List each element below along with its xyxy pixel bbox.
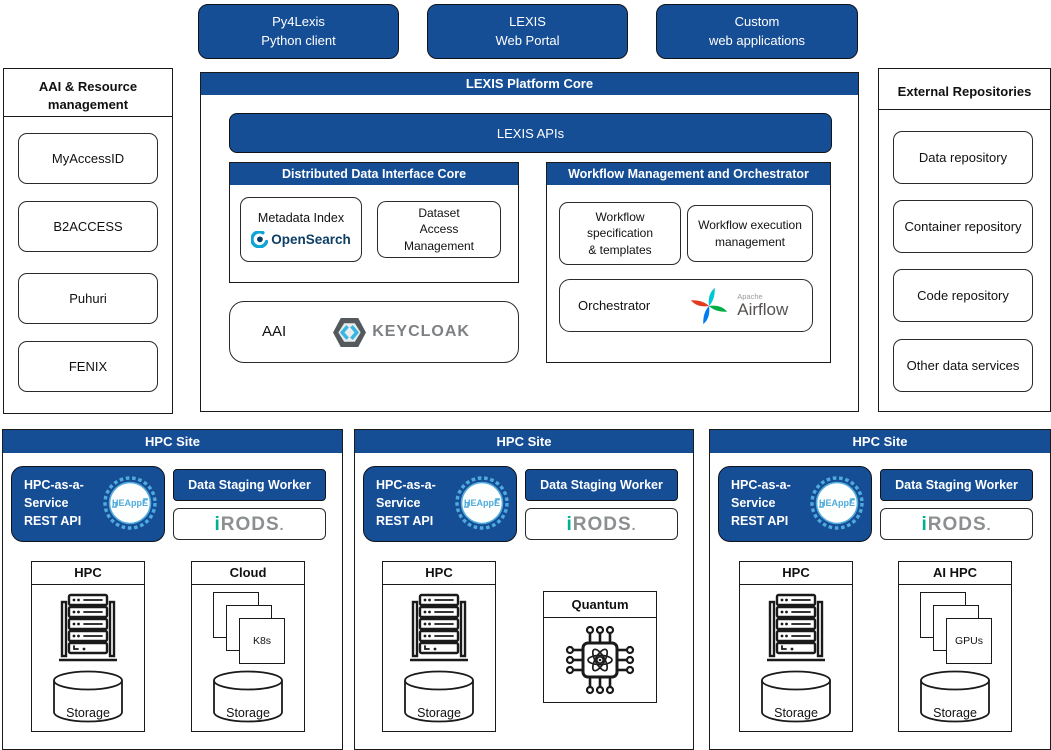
core-title-bar: LEXIS Platform Core xyxy=(201,73,858,95)
hpc-as-a-service-box xyxy=(718,466,872,542)
custom-web-apps-box xyxy=(656,4,858,59)
irods-i: i xyxy=(566,513,573,535)
aai-resource-panel-title xyxy=(4,69,172,117)
compute-body xyxy=(383,585,495,731)
data-staging-worker-box: Data Staging Worker xyxy=(525,469,678,501)
data-staging-worker-box: Data Staging Worker xyxy=(173,469,326,501)
workflow-execution-box xyxy=(687,205,813,262)
k8s-stack-icon xyxy=(213,592,283,664)
stack-square-front xyxy=(946,618,992,664)
external-repositories-title: External Repositories xyxy=(879,69,1050,110)
heappe-label: HEAppE xyxy=(464,498,500,508)
container-repository-box: Container repository xyxy=(893,200,1033,253)
hpc-site-title-bar: HPC Site xyxy=(710,430,1050,453)
ddi-core-section xyxy=(229,162,519,283)
heappe-badge xyxy=(809,475,865,531)
quantum-chip-icon xyxy=(563,623,637,697)
gpus-label: GPUs xyxy=(954,635,983,647)
airflow-wordmark xyxy=(737,293,788,319)
lexis-web-portal-box xyxy=(427,4,628,59)
workflow-spec-line: specification xyxy=(586,226,654,241)
opensearch-wordmark: OpenSearch xyxy=(271,231,351,247)
client-label: web applications xyxy=(708,32,806,48)
storage-cylinder xyxy=(402,670,476,724)
airflow-apache-label: Apache xyxy=(737,291,763,301)
irods-i: i xyxy=(921,513,928,535)
storage-label: Storage xyxy=(226,706,270,720)
orchestrator-box xyxy=(559,279,813,332)
hpc-compute-box xyxy=(31,561,145,732)
aai-resource-panel xyxy=(3,68,173,414)
storage-label: Storage xyxy=(66,706,110,720)
haas-line: Service xyxy=(376,496,421,511)
compute-title: AI HPC xyxy=(899,562,1011,585)
storage-cylinder xyxy=(918,670,992,724)
lexis-platform-core xyxy=(200,72,859,412)
compute-body xyxy=(740,585,852,731)
idp-puhuri-box: Puhuri xyxy=(18,273,158,324)
workflow-spec-line: Workflow xyxy=(595,210,645,225)
storage-label: Storage xyxy=(774,706,818,720)
keycloak-icon xyxy=(332,317,367,348)
irods-box xyxy=(173,508,326,540)
compute-body xyxy=(544,618,656,702)
metadata-index-box xyxy=(240,197,362,262)
hpc-as-a-service-box xyxy=(363,466,517,542)
hpc-site-2 xyxy=(354,429,694,750)
py4lexis-client-box xyxy=(198,4,399,59)
irods-logo xyxy=(566,515,636,534)
haas-line: REST API xyxy=(731,514,789,529)
idp-b2access-box: B2ACCESS xyxy=(18,201,158,252)
heappe-label: HEAppE xyxy=(819,498,855,508)
storage-label: Storage xyxy=(417,706,461,720)
quantum-compute-box xyxy=(543,591,657,703)
opensearch-logo xyxy=(251,231,351,249)
compute-body xyxy=(899,585,1011,731)
client-label: LEXIS xyxy=(509,14,546,30)
haas-label xyxy=(731,476,791,530)
irods-rods: RODS xyxy=(220,513,280,535)
irods-logo xyxy=(214,515,284,534)
k8s-label: K8s xyxy=(252,635,272,647)
hpc-compute-box xyxy=(739,561,853,732)
hpc-site-3 xyxy=(709,429,1051,750)
compute-body xyxy=(32,585,144,731)
compute-body xyxy=(192,585,304,731)
server-rack-icon xyxy=(765,592,827,664)
aai-label: AAI xyxy=(262,322,287,340)
haas-line: REST API xyxy=(24,514,82,529)
irods-rods: RODS xyxy=(927,513,987,535)
orchestrator-label: Orchestrator xyxy=(578,297,651,313)
haas-line: HPC-as-a- xyxy=(376,478,436,492)
haas-label xyxy=(24,476,84,530)
keycloak-logo xyxy=(332,317,470,348)
opensearch-icon xyxy=(251,231,268,248)
compute-title: Cloud xyxy=(192,562,304,585)
workflow-title-bar: Workflow Management and Orchestrator xyxy=(547,163,830,185)
client-label: Python client xyxy=(261,32,336,48)
ddi-core-title-bar: Distributed Data Interface Core xyxy=(230,163,518,185)
workflow-spec-templates-box xyxy=(559,202,681,265)
irods-i: i xyxy=(214,513,221,535)
idp-fenix-box: FENIX xyxy=(18,341,158,392)
haas-label xyxy=(376,476,436,530)
gpu-stack-icon xyxy=(920,592,990,664)
panel-title-line: AAI & Resource xyxy=(38,79,138,94)
irods-logo xyxy=(921,515,991,534)
hpc-site-1 xyxy=(2,429,343,750)
idp-myaccessid-box: MyAccessID xyxy=(18,133,158,184)
server-rack-icon xyxy=(57,592,119,664)
other-data-services-box: Other data services xyxy=(893,339,1033,392)
server-rack-icon xyxy=(408,592,470,664)
compute-title: HPC xyxy=(740,562,852,585)
keycloak-wordmark: KEYCLOAK xyxy=(372,323,470,341)
storage-cylinder xyxy=(211,670,285,724)
haas-line: REST API xyxy=(376,514,434,529)
heappe-badge xyxy=(102,475,158,531)
compute-title: HPC xyxy=(32,562,144,585)
hpc-site-title-bar: HPC Site xyxy=(355,430,693,453)
irods-rods: RODS xyxy=(572,513,632,535)
client-label: Custom xyxy=(734,14,780,30)
panel-title-line: management xyxy=(47,96,129,112)
dataset-label-line: Access xyxy=(419,222,459,237)
hpc-site-title-bar: HPC Site xyxy=(3,430,342,453)
hpc-compute-box xyxy=(382,561,496,732)
airflow-logo xyxy=(688,285,788,327)
haas-line: HPC-as-a- xyxy=(24,478,84,492)
irods-dot: . xyxy=(631,516,637,533)
heappe-badge xyxy=(454,475,510,531)
workflow-section xyxy=(546,162,831,363)
compute-title: Quantum xyxy=(544,592,656,618)
haas-line: Service xyxy=(24,496,69,511)
storage-cylinder xyxy=(51,670,125,724)
heappe-label: HEAppE xyxy=(112,498,148,508)
haas-line: HPC-as-a- xyxy=(731,478,791,492)
data-repository-box: Data repository xyxy=(893,131,1033,184)
aai-keycloak-box xyxy=(229,301,519,363)
irods-box xyxy=(525,508,678,540)
workflow-exec-line: management xyxy=(714,234,786,249)
compute-title: HPC xyxy=(383,562,495,585)
stack-square-front xyxy=(239,618,285,664)
storage-cylinder xyxy=(759,670,833,724)
haas-line: Service xyxy=(731,496,776,511)
data-staging-worker-box: Data Staging Worker xyxy=(880,469,1033,501)
storage-label: Storage xyxy=(933,706,977,720)
external-repositories-panel xyxy=(878,68,1051,412)
irods-box xyxy=(880,508,1033,540)
client-label: Web Portal xyxy=(495,32,560,48)
irods-dot: . xyxy=(986,516,992,533)
ai-hpc-compute-box xyxy=(898,561,1012,732)
workflow-exec-line: Workflow execution xyxy=(698,218,802,233)
hpc-as-a-service-box xyxy=(11,466,165,542)
dataset-access-management-box xyxy=(377,201,501,258)
code-repository-box: Code repository xyxy=(893,269,1033,322)
workflow-spec-line: & templates xyxy=(588,242,652,257)
dataset-label-line: Dataset xyxy=(418,206,460,221)
metadata-index-label: Metadata Index xyxy=(257,210,345,225)
airflow-label: Airflow xyxy=(737,300,789,320)
airflow-pinwheel-icon xyxy=(688,285,730,327)
dataset-label-line: Management xyxy=(403,238,475,253)
lexis-apis-box: LEXIS APIs xyxy=(229,113,832,153)
irods-dot: . xyxy=(279,516,285,533)
cloud-compute-box xyxy=(191,561,305,732)
client-label: Py4Lexis xyxy=(272,14,325,30)
